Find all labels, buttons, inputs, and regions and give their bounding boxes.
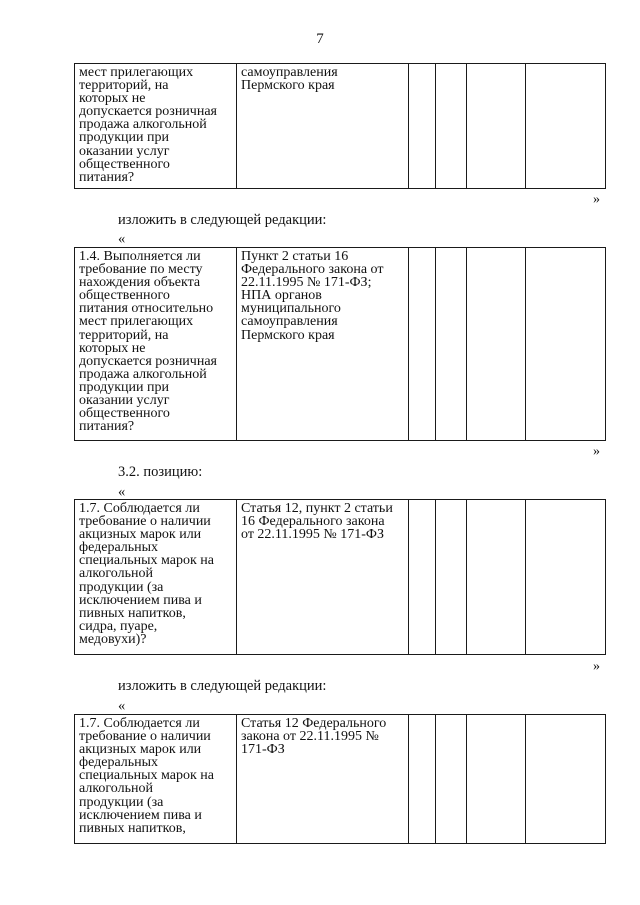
closing-quote: » [593, 444, 600, 459]
question-cell: мест прилегающих территорий, на которых не допускается розничная продажа алкогольной продукции при оказании услуг общественного питания? [75, 64, 237, 189]
answer-yes-cell [409, 715, 436, 844]
instruction-text: изложить в следующей редакции: [118, 678, 327, 694]
answer-yes-cell [409, 64, 436, 189]
not-applicable-cell [467, 248, 526, 441]
answer-no-cell [436, 248, 467, 441]
checklist-table-fragment-4 [74, 714, 606, 844]
note-cell [526, 248, 606, 441]
answer-no-cell [436, 64, 467, 189]
question-cell: 1.7. Соблюдается ли требование о наличии акцизных марок или федеральных специальных марок на алкогольной продукции (за исключением пива и пивных напитков, [75, 715, 237, 844]
answer-yes-cell [409, 500, 436, 655]
answer-no-cell [436, 715, 467, 844]
table-row [75, 248, 606, 441]
legal-basis-cell: Пункт 2 статьи 16 Федерального закона от 22.11.1995 № 171-ФЗ; НПА органов муниципального самоуправления Пермского края [237, 248, 409, 441]
not-applicable-cell [467, 715, 526, 844]
not-applicable-cell [467, 500, 526, 655]
checklist-table-fragment-3 [74, 499, 606, 655]
question-cell: 1.7. Соблюдается ли требование о наличии акцизных марок или федеральных специальных марок на алкогольной продукции (за исключением пива и пивных напитков, сидра, пуаре, медовухи)? [75, 500, 237, 655]
table-row [75, 715, 606, 844]
table-row [75, 64, 606, 189]
note-cell [526, 500, 606, 655]
closing-quote: » [593, 659, 600, 674]
legal-basis-cell: самоуправления Пермского края [237, 64, 409, 189]
question-cell: 1.4. Выполняется ли требование по месту нахождения объекта общественного питания относительно мест прилегающих территорий, на которых не допускается розничная продажа алкогольной продукции при оказании услуг общественного питания? [75, 248, 237, 441]
instruction-text: изложить в следующей редакции: [118, 212, 327, 228]
opening-quote: « [118, 484, 126, 500]
checklist-table-fragment-2 [74, 247, 606, 441]
instruction-text: 3.2. позицию: [118, 464, 203, 480]
note-cell [526, 715, 606, 844]
page-number: 7 [316, 31, 324, 47]
opening-quote: « [118, 231, 126, 247]
table-row [75, 500, 606, 655]
legal-basis-cell: Статья 12 Федерального закона от 22.11.1995 № 171-ФЗ [237, 715, 409, 844]
not-applicable-cell [467, 64, 526, 189]
answer-no-cell [436, 500, 467, 655]
closing-quote: » [593, 192, 600, 207]
checklist-table-fragment-1 [74, 63, 606, 189]
opening-quote: « [118, 698, 126, 714]
note-cell [526, 64, 606, 189]
answer-yes-cell [409, 248, 436, 441]
legal-basis-cell: Статья 12, пункт 2 статьи 16 Федерального закона от 22.11.1995 № 171-ФЗ [237, 500, 409, 655]
